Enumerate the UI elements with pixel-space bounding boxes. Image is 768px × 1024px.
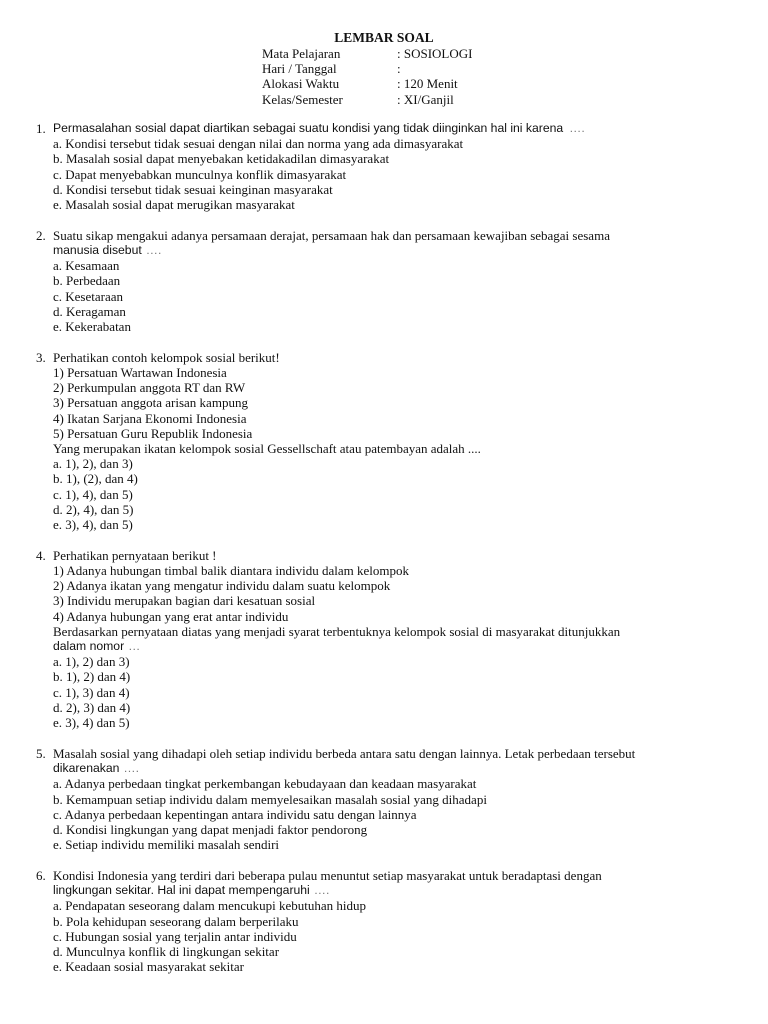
answer-option: b. Perbedaan bbox=[53, 273, 121, 289]
question-text: Kondisi Indonesia yang terdiri dari beberapa pulau menuntut setiap masyarakat untuk beradaptasi dengan bbox=[53, 867, 602, 883]
statement-item: 1) Persatuan Wartawan Indonesia bbox=[53, 365, 227, 381]
question-number: 5. bbox=[36, 745, 46, 761]
statement-item: 2) Adanya ikatan yang mengatur individu dalam suatu kelompok bbox=[53, 578, 391, 594]
answer-option: a. Adanya perbedaan tingkat perkembangan kebudayaan dan keadaan masyarakat bbox=[53, 776, 477, 792]
question-text-continuation bbox=[36, 883, 736, 898]
answer-option: e. Kekerabatan bbox=[53, 319, 131, 335]
question-stem: Berdasarkan pernyataan diatas yang menjadi syarat terbentuknya kelompok sosial di masyarakat ditunjukkan bbox=[53, 623, 621, 639]
answer-option: e. Masalah sosial dapat merugikan masyarakat bbox=[53, 197, 295, 213]
question-list bbox=[36, 121, 736, 990]
question-5 bbox=[36, 746, 736, 852]
answer-option: b. Kemampuan setiap individu dalam memyelesaikan masalah sosial yang dihadapi bbox=[53, 791, 487, 807]
question-number: 6. bbox=[36, 867, 46, 883]
answer-option: d. 2), 3) dan 4) bbox=[53, 699, 131, 715]
question-2 bbox=[36, 228, 736, 334]
question-line bbox=[36, 548, 736, 563]
answer-option: c. Adanya perbedaan kepentingan antara individu satu dengan lainnya bbox=[53, 806, 417, 822]
meta-value: : XI/Ganjil bbox=[397, 91, 454, 107]
stem-continuation-text: dalam nomor bbox=[53, 639, 125, 654]
answer-option: a. Kondisi tersebut tidak sesuai dengan nilai dan norma yang ada dimasyarakat bbox=[53, 136, 464, 152]
statement-item: 5) Persatuan Guru Republik Indonesia bbox=[53, 425, 253, 441]
question-number: 3. bbox=[36, 349, 46, 365]
meta-label: Mata Pelajaran bbox=[262, 46, 341, 61]
continuation-dots: …. bbox=[145, 243, 162, 258]
answer-option: c. Kesetaraan bbox=[53, 288, 124, 304]
answer-option: e. 3), 4), dan 5) bbox=[53, 517, 133, 533]
meta-row-date bbox=[262, 61, 472, 76]
question-stem: Yang merupakan ikatan kelompok sosial Gessellschaft atau patembayan adalah .... bbox=[53, 441, 481, 457]
worksheet-meta bbox=[262, 46, 472, 107]
question-6 bbox=[36, 868, 736, 974]
answer-option: c. Hubungan sosial yang terjalin antar individu bbox=[53, 928, 297, 944]
answer-option: b. Pola kehidupan seseorang dalam berperilaku bbox=[53, 913, 299, 929]
statement-item: 3) Persatuan anggota arisan kampung bbox=[53, 395, 248, 411]
answer-option: a. 1), 2), dan 3) bbox=[53, 456, 133, 472]
question-text: Perhatikan pernyataan berikut ! bbox=[53, 547, 217, 563]
question-number: 4. bbox=[36, 547, 46, 563]
question-text-wrap bbox=[53, 746, 736, 761]
statement-item: 1) Adanya hubungan timbal balik diantara individu dalam kelompok bbox=[53, 563, 409, 579]
question-text: Perhatikan contoh kelompok sosial berikut! bbox=[53, 349, 280, 365]
meta-row-time bbox=[262, 76, 472, 91]
question-4 bbox=[36, 548, 736, 730]
answer-option: e. Setiap individu memiliki masalah sendiri bbox=[53, 837, 280, 853]
meta-label: Hari / Tanggal bbox=[262, 61, 337, 77]
answer-option: a. Pendapatan seseorang dalam mencukupi kebutuhan hidup bbox=[53, 898, 366, 914]
meta-row-subject bbox=[262, 46, 472, 61]
question-line bbox=[36, 746, 736, 761]
question-text-wrap bbox=[53, 228, 736, 243]
statement-item: 4) Adanya hubungan yang erat antar individu bbox=[53, 608, 289, 624]
question-line bbox=[36, 121, 736, 136]
question-1 bbox=[36, 121, 736, 212]
question-number: 1. bbox=[36, 121, 46, 136]
answer-option: b. 1), 2) dan 4) bbox=[53, 669, 131, 685]
stem-continuation-dots: … bbox=[128, 639, 141, 654]
answer-option: c. 1), 3) dan 4) bbox=[53, 684, 130, 700]
answer-option: b. 1), (2), dan 4) bbox=[53, 471, 138, 487]
meta-value: : SOSIOLOGI bbox=[397, 46, 473, 61]
continuation-text: dikarenakan bbox=[53, 761, 120, 776]
statement-item: 3) Individu merupakan bagian dari kesatuan sosial bbox=[53, 593, 316, 609]
question-number: 2. bbox=[36, 227, 46, 243]
continuation-dots: …. bbox=[123, 761, 139, 776]
question-text-continuation bbox=[36, 761, 736, 776]
answer-option: d. 2), 4), dan 5) bbox=[53, 501, 134, 517]
question-text-wrap bbox=[53, 868, 736, 883]
question-text: Permasalahan sosial dapat diartikan sebagai suatu kondisi yang tidak diinginkan hal ini karena bbox=[53, 121, 564, 135]
answer-option: c. Dapat menyebabkan munculnya konflik dimasyarakat bbox=[53, 166, 347, 182]
question-line bbox=[36, 868, 736, 883]
answer-option: d. Kondisi tersebut tidak sesuai keinginan masyarakat bbox=[53, 181, 333, 197]
question-text-continuation bbox=[36, 243, 736, 258]
meta-value: : 120 Menit bbox=[397, 76, 458, 92]
answer-option: c. 1), 4), dan 5) bbox=[53, 486, 133, 502]
meta-value: : bbox=[397, 61, 401, 77]
worksheet-title: LEMBAR SOAL bbox=[334, 30, 434, 45]
answer-option: d. Keragaman bbox=[53, 303, 126, 319]
answer-option: a. 1), 2) dan 3) bbox=[53, 654, 130, 670]
statement-item: 4) Ikatan Sarjana Ekonomi Indonesia bbox=[53, 410, 247, 426]
question-text-wrap bbox=[53, 121, 736, 136]
meta-label: Kelas/Semester bbox=[262, 91, 343, 107]
answer-option: e. Keadaan sosial masyarakat sekitar bbox=[53, 959, 244, 975]
meta-label: Alokasi Waktu bbox=[262, 76, 340, 92]
question-text: Suatu sikap mengakui adanya persamaan derajat, persamaan hak dan persamaan kewajiban sebagai sesama bbox=[53, 227, 610, 243]
answer-option: a. Kesamaan bbox=[53, 258, 120, 274]
question-text-wrap bbox=[53, 548, 736, 563]
question-stem-continuation bbox=[36, 639, 736, 654]
meta-row-class bbox=[262, 92, 472, 107]
question-dots: …. bbox=[569, 121, 585, 135]
answer-option: d. Kondisi lingkungan yang dapat menjadi faktor pendorong bbox=[53, 821, 368, 837]
continuation-text: manusia disebut bbox=[53, 243, 142, 258]
statement-item: 2) Perkumpulan anggota RT dan RW bbox=[53, 380, 246, 396]
question-line bbox=[36, 228, 736, 243]
continuation-dots: …. bbox=[313, 883, 330, 898]
question-text: Masalah sosial yang dihadapi oleh setiap individu berbeda antara satu dengan lainnya. Letak perbedaan tersebut bbox=[53, 745, 636, 761]
question-line bbox=[36, 350, 736, 365]
answer-option: e. 3), 4) dan 5) bbox=[53, 715, 130, 731]
answer-option: b. Masalah sosial dapat menyebakan ketidakadilan dimasyarakat bbox=[53, 151, 390, 167]
question-3 bbox=[36, 350, 736, 532]
answer-option: d. Munculnya konflik di lingkungan sekitar bbox=[53, 943, 280, 959]
question-text-wrap bbox=[53, 350, 736, 365]
continuation-text: lingkungan sekitar. Hal ini dapat mempengaruhi bbox=[53, 883, 310, 898]
